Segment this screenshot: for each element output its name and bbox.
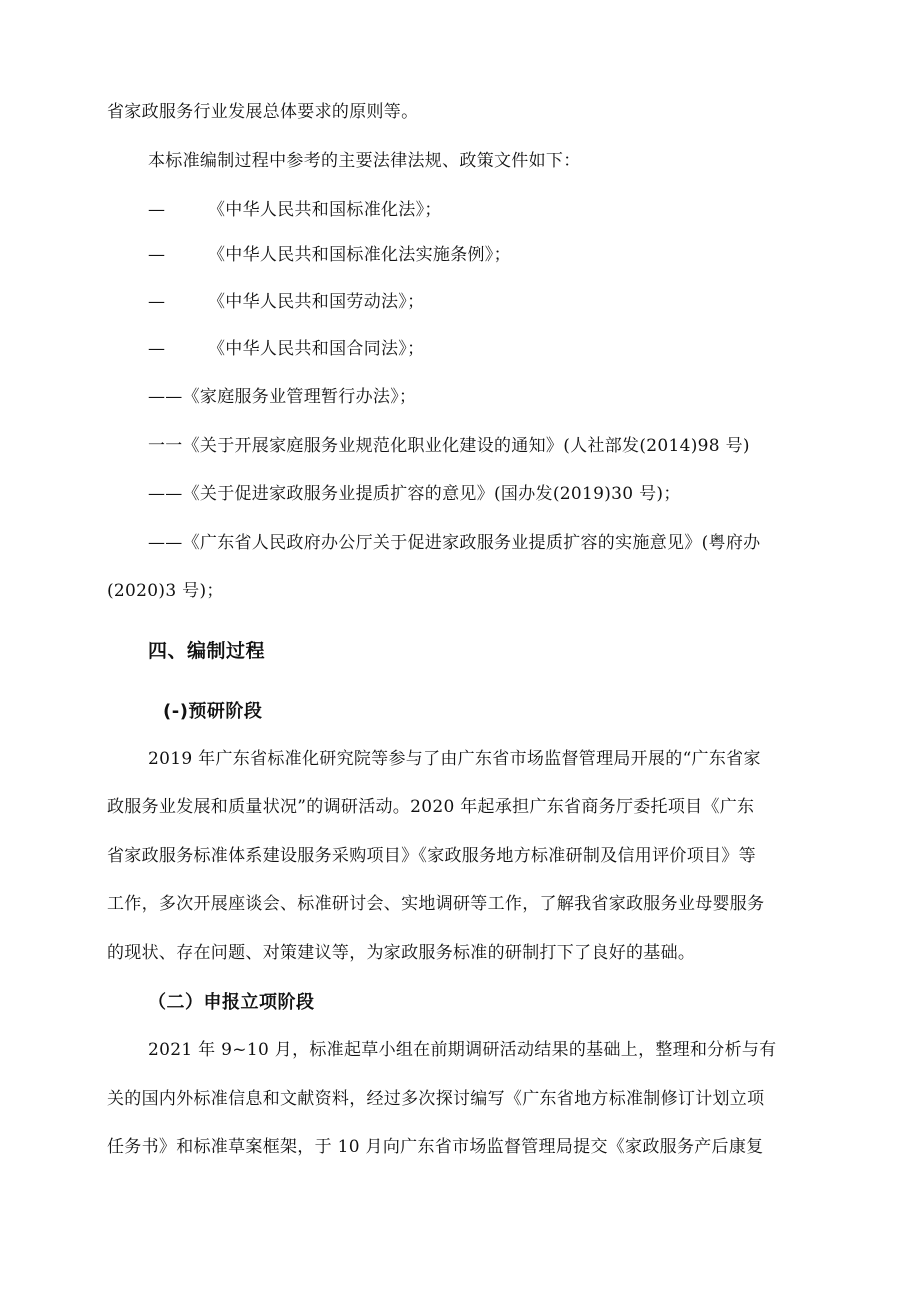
list-dash: — [148, 245, 165, 265]
reference-item: ——《家庭服务业管理暂行办法》； [148, 387, 417, 407]
section-heading: 四、编制过程 [148, 640, 266, 662]
list-dash: — [148, 200, 165, 220]
reference-item: 《中华人民共和国标准化法》； [208, 200, 442, 220]
reference-item: 一一《关于开展家庭服务业规范化职业化建设的通知》(人社部发(2014)98 号) [148, 436, 750, 456]
intro-line-2: 本标准编制过程中参考的主要法律法规、政策文件如下： [148, 151, 581, 171]
subsection-heading: （二）申报立项阶段 [148, 992, 315, 1013]
paragraph-line: 的现状、存在问题、对策建议等，为家政服务标准的研制打下了良好的基础。 [107, 943, 696, 963]
paragraph-line: 政服务业发展和质量状况”的调研活动。2020 年起承担广东省商务厅委托项目《广东 [107, 797, 755, 817]
paragraph-line: 工作，多次开展座谈会、标准研讨会、实地调研等工作，了解我省家政服务业母婴服务 [107, 894, 765, 914]
list-dash: — [148, 292, 165, 312]
reference-item: 《中华人民共和国劳动法》； [208, 292, 425, 312]
reference-item: 《中华人民共和国合同法》； [208, 339, 425, 359]
reference-item: ——《广东省人民政府办公厅关于促进家政服务业提质扩容的实施意见》(粤府办 [148, 533, 761, 553]
reference-item-continued: (2020)3 号)； [107, 581, 224, 601]
subsection-heading: (-)预研阶段 [163, 701, 263, 722]
intro-line-1: 省家政服务行业发展总体要求的原则等。 [107, 102, 419, 122]
paragraph-line: 任务书》和标准草案框架，于 10 月向广东省市场监督管理局提交《家政服务产后康复 [107, 1137, 764, 1157]
reference-item: ——《关于促进家政服务业提质扩容的意见》(国办发(2019)30 号)； [148, 484, 681, 504]
list-dash: — [148, 339, 165, 359]
paragraph-line: 关的国内外标准信息和文献资料，经过多次探讨编写《广东省地方标准制修订计划立项 [107, 1089, 765, 1109]
reference-item: 《中华人民共和国标准化法实施条例》； [208, 245, 511, 265]
paragraph-line: 2019 年广东省标准化研究院等参与了由广东省市场监督管理局开展的“广东省家 [148, 749, 761, 769]
paragraph-line: 省家政服务标准体系建设服务采购项目》《家政服务地方标准研制及信用评价项目》等 [107, 846, 756, 866]
paragraph-line: 2021 年 9~10 月，标准起草小组在前期调研活动结果的基础上，整理和分析与有 [148, 1040, 777, 1060]
